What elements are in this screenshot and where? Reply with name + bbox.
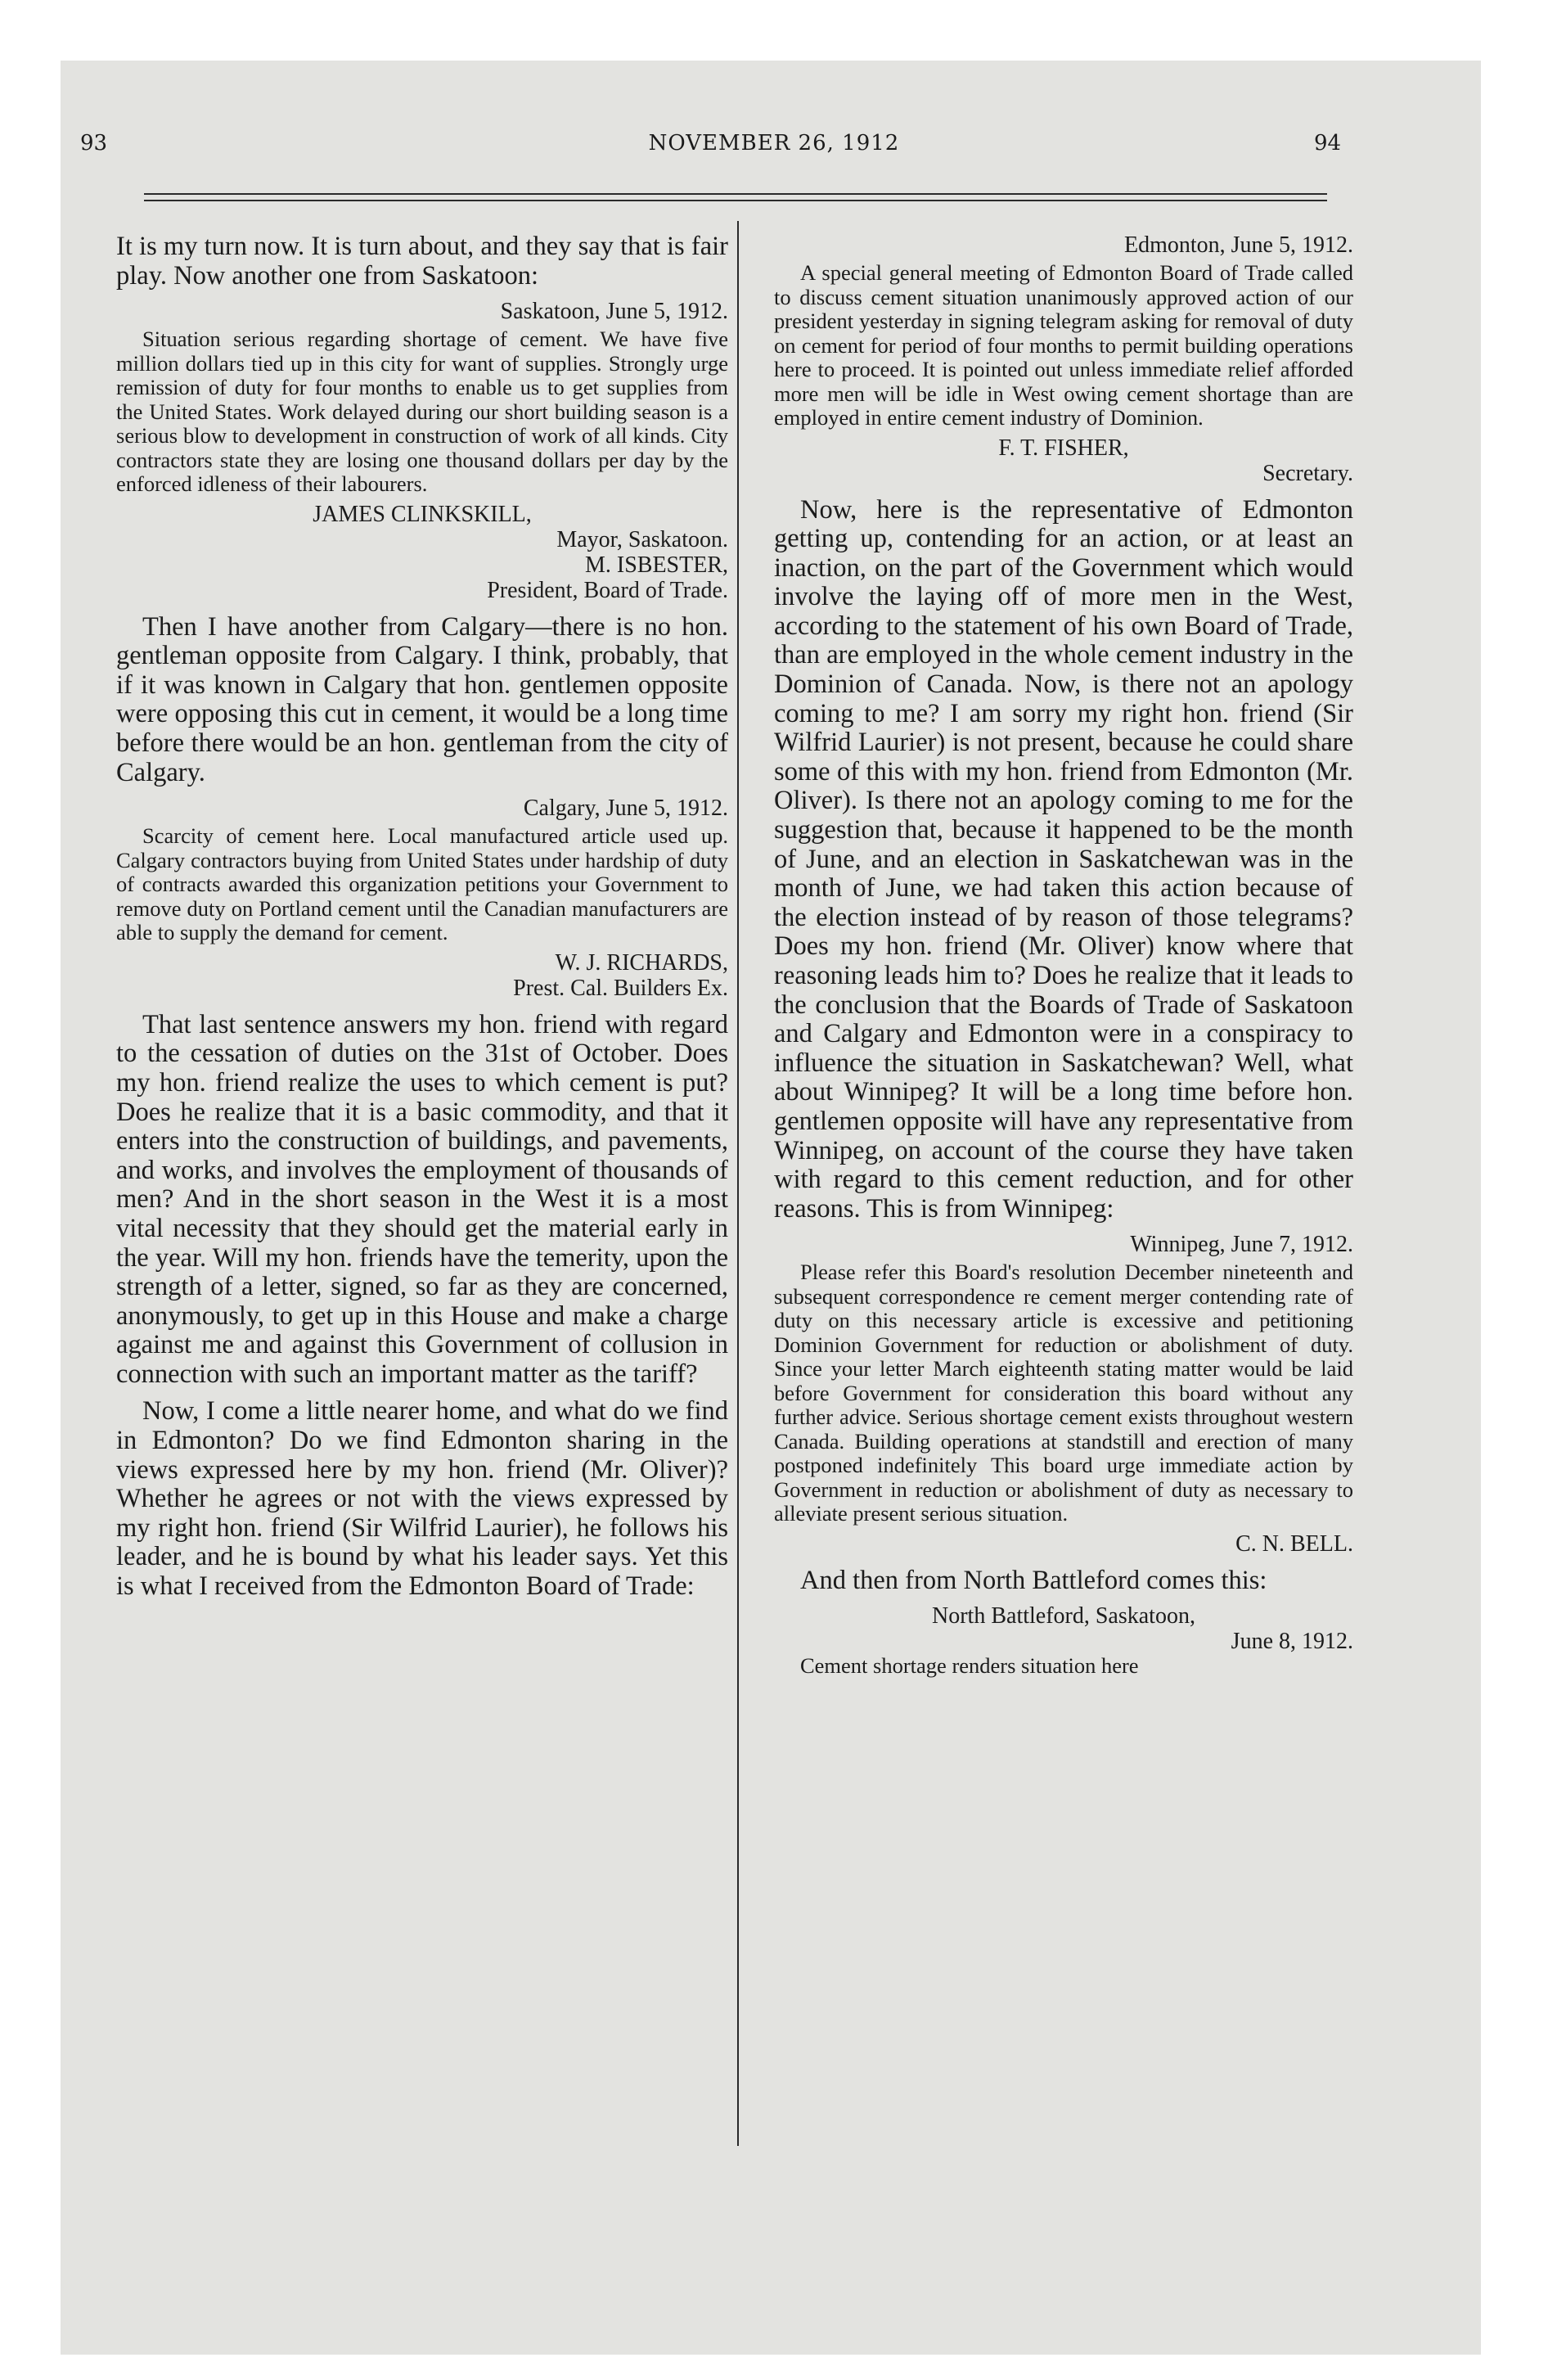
telegram-dateline: Saskatoon, June 5, 1912. [500, 299, 728, 325]
paragraph: It is my turn now. It is turn about, and they say that is fair play. Now another one from Saskatoon: [116, 232, 728, 291]
signature-title: Prest. Cal. Builders Ex. [513, 975, 728, 1001]
telegram-body: Situation serious regarding shortage of cement. We have five million dollars tied up in this city for want of supplies. Strongly urge remission of duty for four months to enable us to get supplies from the United States. Work delayed during our short building season is a serious blow to development in construction of work of all kinds. City contractors state they are losing one thousand dollars per day by the enforced idleness of their labourers. [116, 327, 728, 497]
left-column [116, 232, 728, 1610]
telegram-body: Scarcity of cement here. Local manufactured article used up. Calgary contractors buying from United States under hardship of duty of contracts awarded this organization petitions your Government to remove duty on Portland cement until the Canadian manufacturers are able to supply the demand for cement. [116, 823, 728, 945]
signature-name: M. ISBESTER, [584, 552, 728, 578]
paragraph: Now, I come a little nearer home, and what do we find in Edmonton? Do we find Edmonton sharing in the views expressed here by my hon. friend (Mr. Oliver)? Whether he agrees or not with the views expressed by my right hon. friend (Sir Wilfrid Laurier), he follows his leader, and he is bound by what his leader says. Yet this is what I received from the Edmonton Board of Trade: [116, 1396, 728, 1602]
paragraph: That last sentence answers my hon. friend with regard to the cessation of duties on the 31st of October. Does my hon. friend realize the uses to which cement is put? Does he realize that it is a basic commodity, and that it enters into the construction of buildings, and pavements, and works, and involves the employment of thousands of men? And in the short season in the West it is a most vital necessity that they should get the material early in the year. Will my hon. friends have the temerity, upon the strength of a letter, signed, so far as they are concerned, anonymously, to get up in this House and make a charge against me and against this Government of collusion in connection with such an important matter as the tariff? [116, 1009, 728, 1389]
signature-name: JAMES CLINKSKILL, [313, 501, 532, 527]
right-column [774, 232, 1353, 1684]
signature-name: W. J. RICHARDS, [555, 949, 728, 976]
signature-name: F. T. FISHER, [998, 435, 1129, 461]
telegram-dateline: Winnipeg, June 7, 1912. [1130, 1232, 1353, 1258]
paragraph: Then I have another from Calgary—there is no hon. gentleman opposite from Calgary. I think, probably, that if it was known in Calgary that hon. gentlemen opposite were opposing this cut in cement, it would be a long time before there would be an hon. gentleman from the city of Calgary. [116, 611, 728, 787]
page-number-left: 93 [80, 131, 108, 156]
telegram-dateline: Edmonton, June 5, 1912. [1124, 232, 1353, 258]
column-divider [737, 221, 739, 2146]
signature-title: Secretary. [1262, 460, 1353, 486]
page-number-right: 94 [1314, 131, 1342, 156]
header-rule-top [144, 193, 1327, 195]
paragraph: Now, here is the representative of Edmonton getting up, contending for an action, or at least an inaction, on the part of the Government which would involve the laying off of more men in the West, according to the statement of his own Board of Trade, than are employed in the whole cement industry in the Dominion of Canada. Now, is there not an apology coming to me? I am sorry my right hon. friend (Sir Wilfrid Laurier) is not present, because he could share some of this with my hon. friend from Edmonton (Mr. Oliver). Is there not an apology coming to me for the suggestion that, because it happened to be the month of June, and an election in Saskatchewan was in the month of June, we had taken this action because of the election instead of by reason of those telegrams? Does my hon. friend (Mr. Oliver) know where that reasoning leads him to? Does he realize that it leads to the conclusion that the Boards of Trade of Saskatoon and Calgary and Edmonton were in a conspiracy to influence the situation in Saskatchewan? Well, what about Winnipeg? It will be a long time before hon. gentlemen opposite will have any representative from Winnipeg, on account of the course they have taken with regard to this cement reduction, and for other reasons. This is from Winnipeg: [774, 494, 1353, 1224]
telegram-dateline: Calgary, June 5, 1912. [523, 796, 728, 822]
header-rule-bottom [144, 200, 1327, 201]
page-date-header: NOVEMBER 26, 1912 [648, 131, 900, 156]
telegram-body: Cement shortage renders situation here [800, 1653, 1139, 1679]
telegram-body: A special general meeting of Edmonton Board of Trade called to discuss cement situation unanimously approved action of our president yesterday in signing telegram asking for removal of duty on cement for period of four months to permit building operations here to proceed. It is pointed out unless immediate relief afforded more men will be idle in West owing cement shortage than are employed in entire cement industry of Dominion. [774, 260, 1353, 430]
telegram-place: North Battleford, Saskatoon, [932, 1603, 1195, 1629]
telegram-body: Please refer this Board's resolution December nineteenth and subsequent correspondence re cement merger contending rate of duty on this necessary article is excessive and petitioning Dominion Government for reduction or abolishment of duty. Since your letter March eighteenth stating matter would be laid before Government for consideration this board without any further advice. Serious shortage cement exists throughout western Canada. Building operations at standstill and erection of many postponed indefinitely This board urge immediate action by Government in reduction or abolishment of duty as necessary to alleviate present serious situation. [774, 1260, 1353, 1526]
signature-name: C. N. BELL. [1235, 1530, 1353, 1557]
signature-title: Mayor, Saskatoon. [556, 526, 728, 552]
paragraph: And then from North Battleford comes this: [800, 1565, 1267, 1595]
telegram-dateline: June 8, 1912. [1231, 1629, 1353, 1655]
signature-title: President, Board of Trade. [487, 577, 728, 603]
